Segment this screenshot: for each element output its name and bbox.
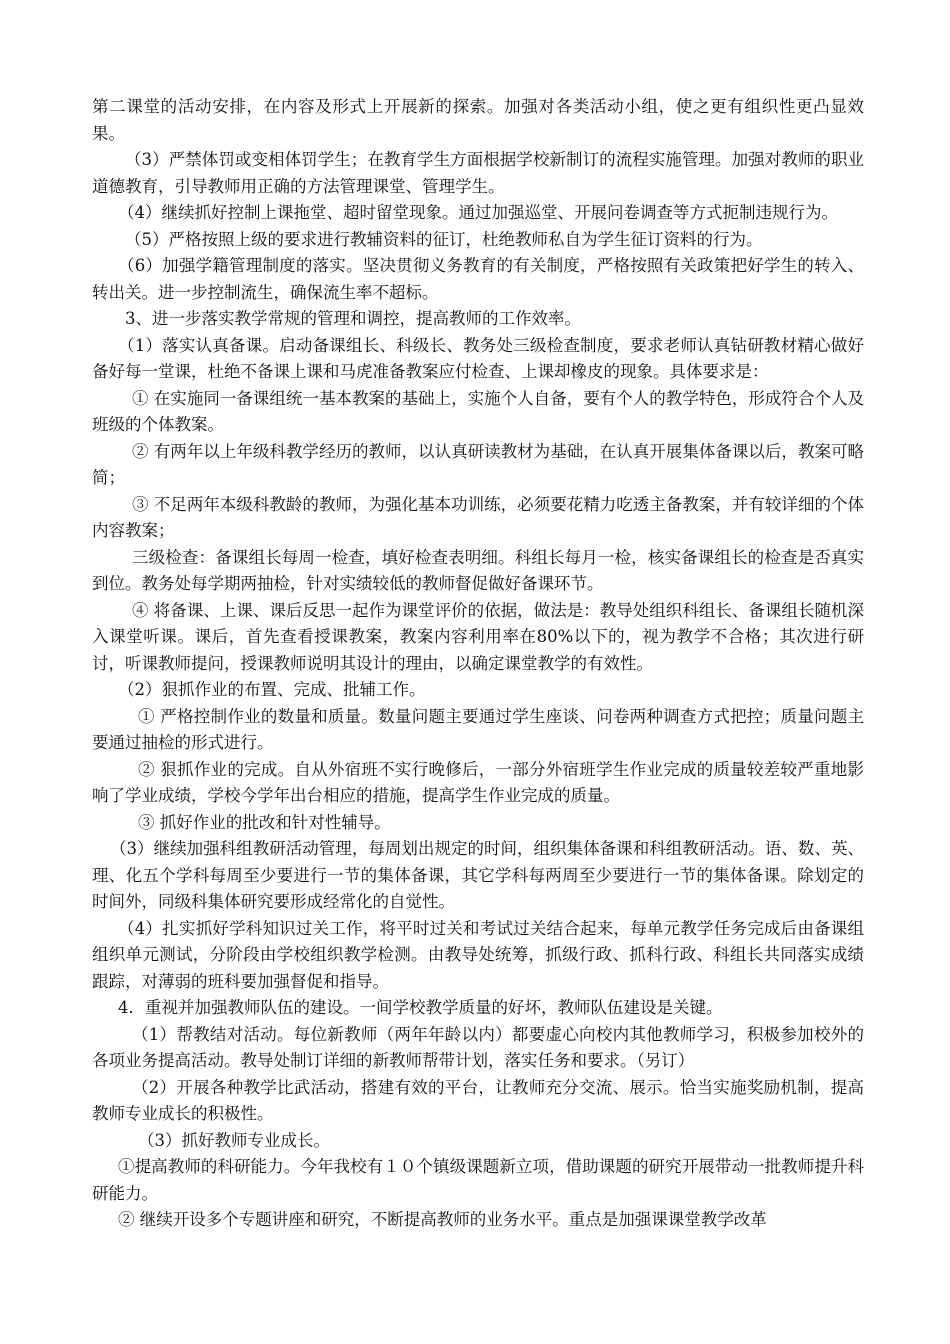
paragraph-three-level-check: 三级检查：备课组长每周一检查，填好检查表明细。科组长每月一检，核实备课组长的检查是否真实到位。教务处每学期两抽检，针对实绩较低的教师督促做好备课环节。 (92, 547, 864, 593)
list-item-2: ② 有两年以上年级科教学经历的教师，以认真研读教材为基础，在认真开展集体备课以后，教案可略简； (92, 441, 864, 487)
paragraph-class-overtime: （4）继续抓好控制上课拖堂、超时留堂现象。通过加强巡堂、开展问卷调查等方式扼制违规行为。 (118, 203, 838, 222)
paragraph-research-activities: （3）继续加强科组教研活动管理，每周划出规定的时间，组织集体备课和科组教研活动。语、数、英、理、化五个学科每周至少要进行一节的集体备课，其它学科每两周至少要进行一节的集体备课。除划定的时间外，同级科集体研究要形成经常化的自觉性。 (92, 839, 864, 911)
paragraph-mentoring: （1）帮教结对活动。每位新教师（两年年龄以内）都要虚心向校内其他教师学习，积极参加校外的各项业务提高活动。教导处制订详细的新教师帮带计划，落实任务和要求。（另订） (92, 1024, 864, 1070)
list-item-1: ① 在实施同一备课组统一基本教案的基础上，实施个人自备，要有个人的教学特色，形成符合个人及班级的个体教案。 (92, 388, 864, 434)
list-item-4: ④ 将备课、上课、课后反思一起作为课堂评价的依据，做法是：教导处组织科组长、备课组长随机深入课堂听课。课后，首先查看授课教案，教案内容利用率在80%以下的，视为教学不合格；其次进行研讨，听课教师提问，授课教师说明其设计的理由，以确定课堂教学的有效性。 (92, 600, 864, 673)
paragraph-knowledge-check: （4）扎实抓好学科知识过关工作，将平时过关和考试过关结合起来，每单元教学任务完成后由备课组组织单元测试，分阶段由学校组织教学检测。由教导处统筹，抓级行政、抓科行政、科组长共同落实成绩跟踪，对薄弱的班科要加强督促和指导。 (92, 918, 864, 991)
paragraph-lesson-preparation: （1）落实认真备课。启动备课组长、科级长、教务处三级检查制度，要求老师认真钻研教材精心做好备好每一堂课，杜绝不备课上课和马虎准备教案应付检查、上课却橡皮的现象。具体要求是： (92, 335, 864, 381)
paragraph-teaching-materials: （5）严格按照上级的要求进行教辅资料的征订，杜绝教师私自为学生征订资料的行为。 (125, 229, 763, 249)
paragraph-activities: 第二课堂的活动安排，在内容及形式上开展新的探索。加强对各类活动小组，使之更有组织性更凸显效果。 (92, 97, 864, 143)
paragraph-corporal-punishment: （3）严禁体罚或变相体罚学生；在教育学生方面根据学校新制订的流程实施管理。加强对教师的职业道德教育，引导教师用正确的方法管理课堂、管理学生。 (92, 150, 864, 196)
section-heading-3: 3、进一步落实教学常规的管理和调控，提高教师的工作效率。 (125, 309, 581, 328)
paragraph-professional-growth: （3）抓好教师专业成长。 (138, 1130, 330, 1150)
growth-item-1: ①提高教师的科研能力。今年我校有１０个镇级课题新立项，借助课题的研究开展带动一批教师提升科研能力。 (92, 1157, 864, 1203)
document-body (92, 94, 864, 1234)
growth-item-2: ② 继续开设多个专题讲座和研究，不断提高教师的业务水平。重点是加强课课堂教学改革 (118, 1210, 767, 1229)
homework-item-2: ② 狠抓作业的完成。自从外宿班不实行晚修后，一部分外宿班学生作业完成的质量较差较严重地影响了学业成绩，学校今学年出台相应的措施，提高学生作业完成的质量。 (92, 759, 864, 805)
section-heading-4: 4．重视并加强教师队伍的建设。一间学校教学质量的好坏，教师队伍建设是关键。 (118, 998, 723, 1017)
list-item-3: ③ 不足两年本级科教龄的教师，为强化基本功训练，必须要花精力吃透主备教案，并有较详细的个体内容教案； (92, 494, 864, 540)
paragraph-homework: （2）狠抓作业的布置、完成、批辅工作。 (118, 680, 426, 699)
homework-item-1: ① 严格控制作业的数量和质量。数量问题主要通过学生座谈、问卷两种调查方式把控；质量问题主要通过抽检的形式进行。 (92, 706, 864, 752)
paragraph-student-registration: （6）加强学籍管理制度的落实。坚决贯彻义务教育的有关制度，严格按照有关政策把好学生的转入、转出关。进一步控制流生，确保流生率不超标。 (92, 256, 864, 302)
homework-item-3: ③ 抓好作业的批改和针对性辅导。 (138, 812, 391, 832)
paragraph-competitions: （2）开展各种教学比武活动，搭建有效的平台，让教师充分交流、展示。恰当实施奖励机制，提高教师专业成长的积极性。 (92, 1077, 864, 1123)
